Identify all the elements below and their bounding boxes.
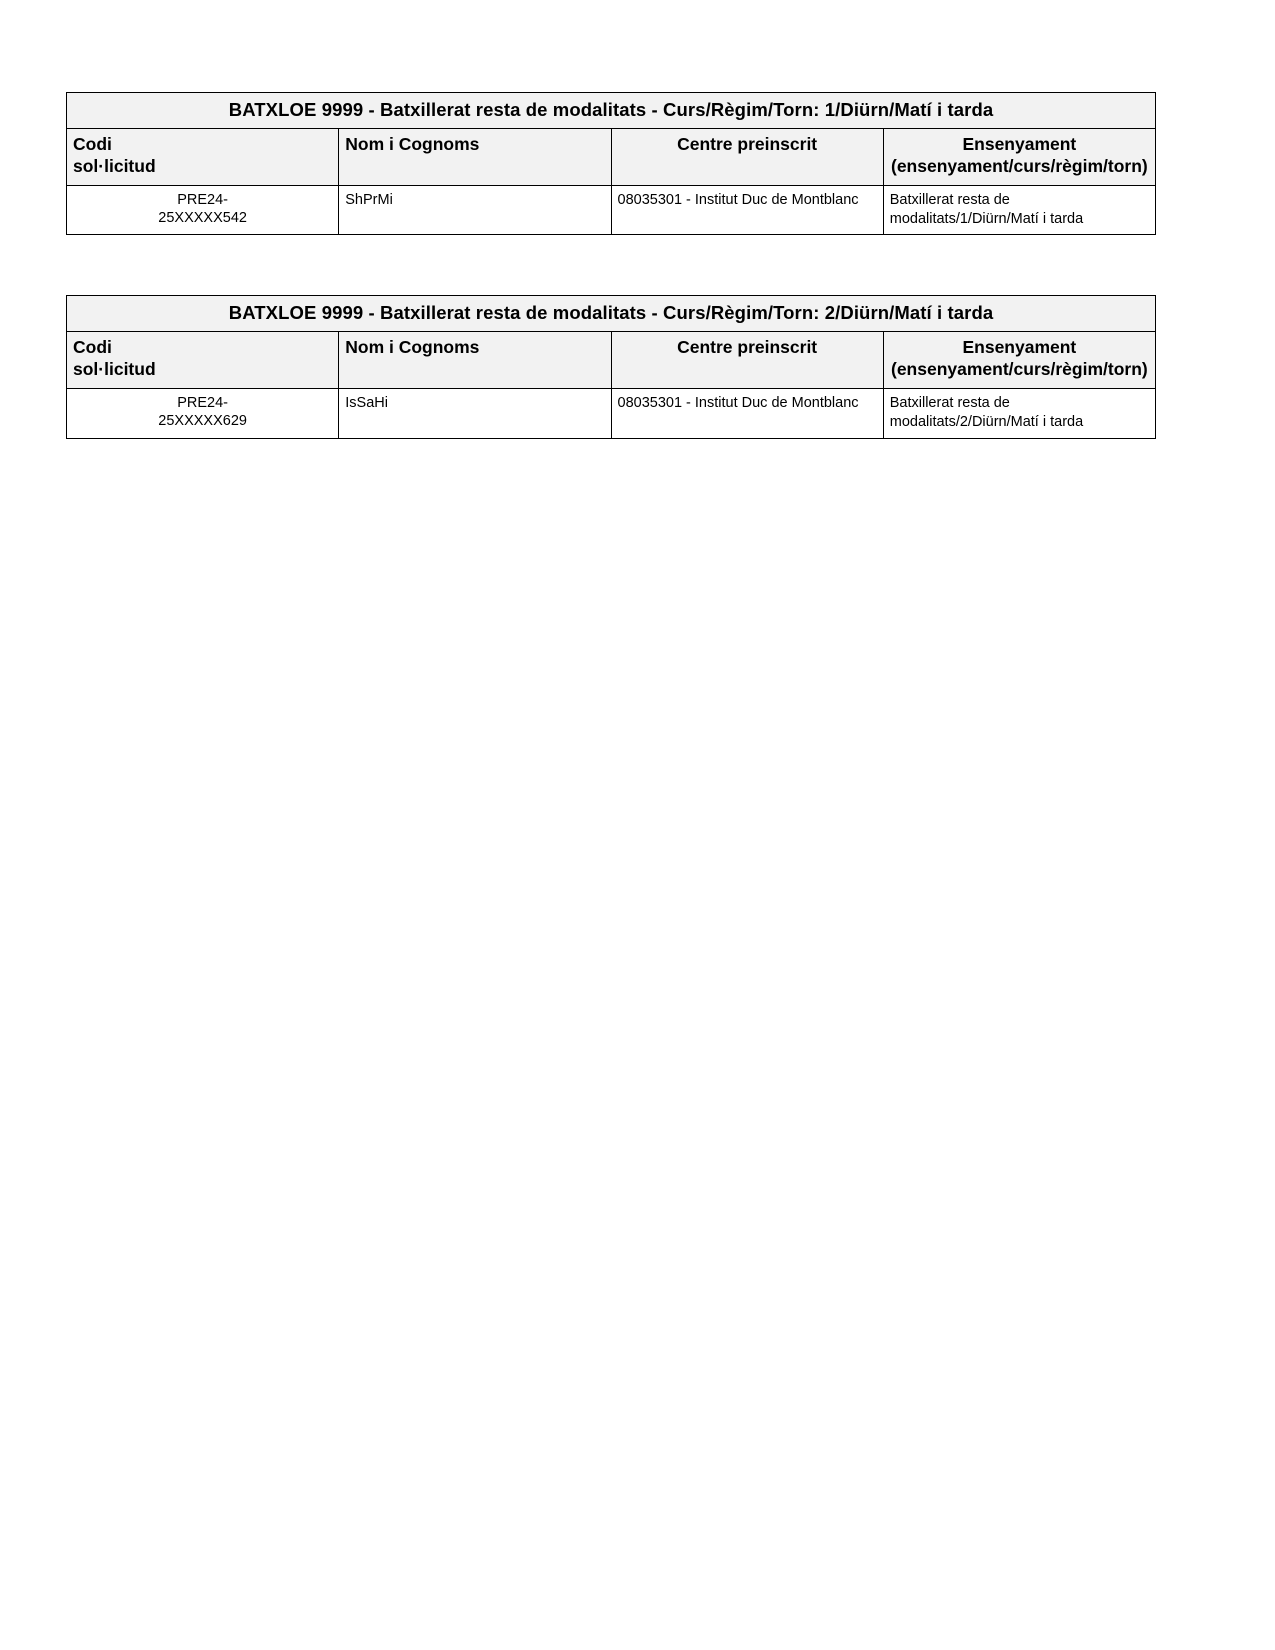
column-header-centre: Centre preinscrit [611, 129, 883, 186]
table-title-row [67, 296, 1156, 332]
cell-centre: 08035301 - Institut Duc de Montblanc [611, 185, 883, 235]
column-header-ensenyament [883, 129, 1155, 186]
column-header-codi [67, 332, 339, 389]
report-table-1 [66, 92, 1156, 235]
column-header-ensenyament-line2: (ensenyament/curs/règim/torn) [891, 155, 1148, 176]
table-header-row [67, 129, 1156, 186]
document-page [0, 0, 1275, 439]
column-header-nom: Nom i Cognoms [339, 332, 611, 389]
table-row [67, 185, 1156, 235]
cell-codi [67, 185, 339, 235]
cell-codi-line1: PRE24- [177, 395, 229, 412]
cell-ensenyament: Batxillerat resta de modalitats/1/Diürn/Matí i tarda [883, 185, 1155, 235]
cell-nom: ShPrMi [339, 185, 611, 235]
column-header-ensenyament-line2: (ensenyament/curs/règim/torn) [891, 359, 1148, 380]
column-header-nom: Nom i Cognoms [339, 129, 611, 186]
column-header-codi-line2: sol·licitud [73, 155, 156, 176]
table-title: BATXLOE 9999 - Batxillerat resta de modalitats - Curs/Règim/Torn: 2/Diürn/Matí i tarda [67, 296, 1156, 332]
column-header-ensenyament-line1: Ensenyament [962, 134, 1077, 154]
cell-codi-line2: 25XXXXX542 [158, 209, 247, 226]
column-header-codi-line1: Codi [73, 337, 112, 358]
cell-centre: 08035301 - Institut Duc de Montblanc [611, 389, 883, 439]
column-header-codi [67, 129, 339, 186]
cell-codi [67, 389, 339, 439]
column-header-codi-line1: Codi [73, 134, 112, 154]
cell-nom: IsSaHi [339, 389, 611, 439]
column-header-centre: Centre preinscrit [611, 332, 883, 389]
cell-codi-line1: PRE24- [177, 191, 229, 208]
cell-ensenyament: Batxillerat resta de modalitats/2/Diürn/Matí i tarda [883, 389, 1155, 439]
column-header-codi-line2: sol·licitud [73, 359, 156, 380]
column-header-ensenyament [883, 332, 1155, 389]
table-header-row [67, 332, 1156, 389]
table-title-row [67, 93, 1156, 129]
column-header-ensenyament-line1: Ensenyament [962, 337, 1077, 358]
report-table-2 [66, 295, 1156, 438]
table-title: BATXLOE 9999 - Batxillerat resta de modalitats - Curs/Règim/Torn: 1/Diürn/Matí i tarda [67, 93, 1156, 129]
cell-codi-line2: 25XXXXX629 [158, 413, 247, 430]
table-row [67, 389, 1156, 439]
